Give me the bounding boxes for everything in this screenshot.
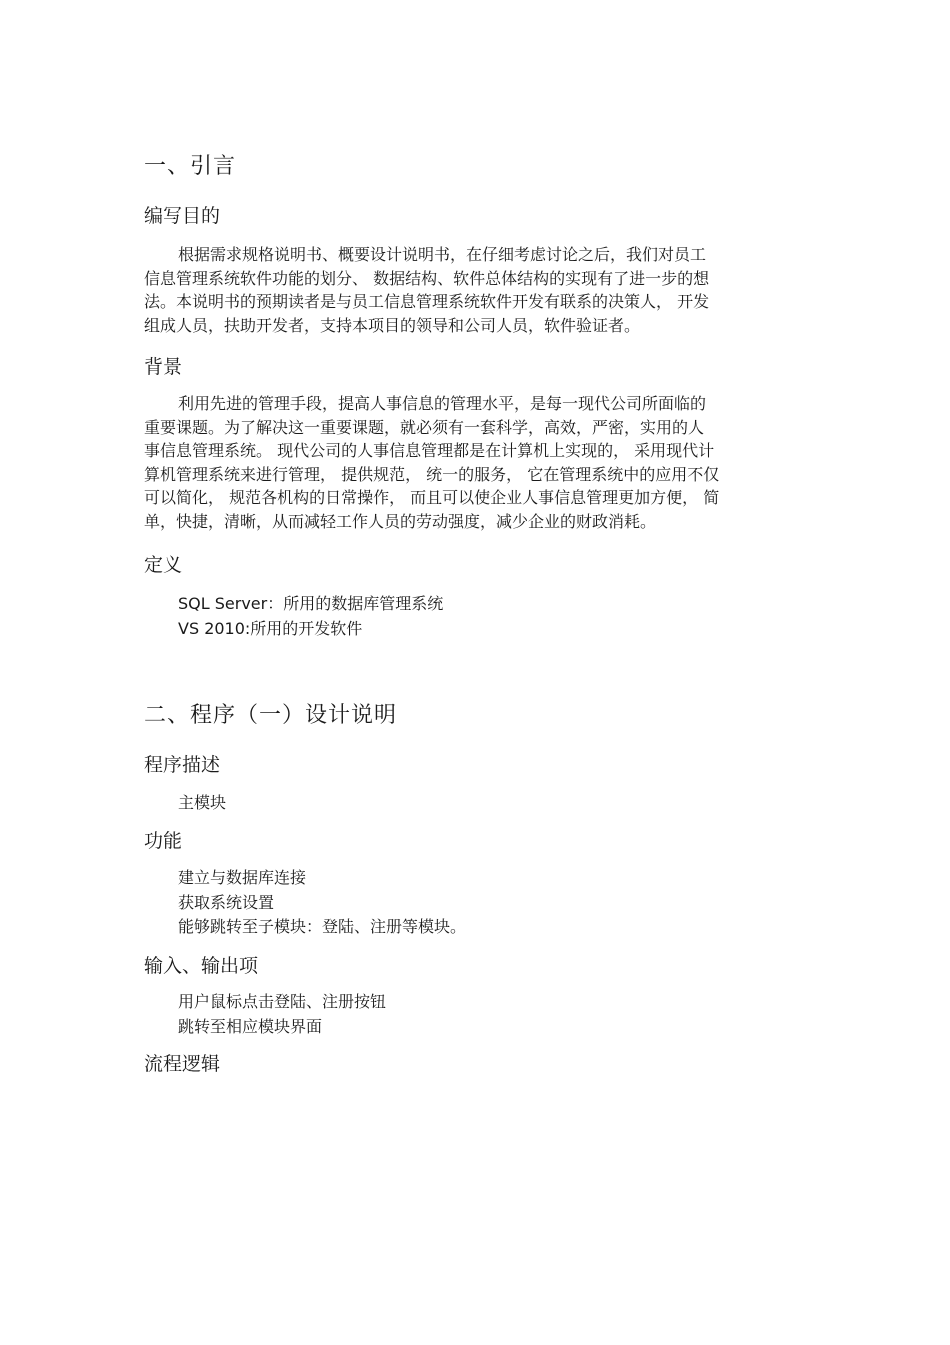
paragraph-line: 算机管理系统来进行管理， 提供规范， 统一的服务， 它在管理系统中的应用不仅 [144, 464, 720, 484]
subheading-purpose: 编写目的 [144, 205, 221, 227]
definitions-list [178, 592, 818, 641]
function-item: 能够跳转至子模块：登陆、注册等模块。 [178, 917, 467, 936]
functions-list [178, 866, 818, 940]
definition-item: SQL Server：所用的数据库管理系统 [178, 594, 444, 613]
program-description-list [178, 791, 818, 816]
subheading-definitions: 定义 [144, 554, 183, 576]
section-heading-program-design: 二、程序（一）设计说明 [144, 703, 398, 728]
paragraph-line: 单，快捷，清晰，从而减轻工作人员的劳动强度，减少企业的财政消耗。 [144, 511, 657, 531]
paragraph-line: 组成人员，扶助开发者，支持本项目的领导和公司人员，软件验证者。 [144, 315, 641, 335]
paragraph-line: 重要课题。为了解决这一重要课题，就必须有一套科学，高效，严密，实用的人 [144, 417, 705, 437]
description-item: 主模块 [178, 793, 227, 812]
paragraph-line: 信息管理系统软件功能的划分、 数据结构、软件总体结构的实现有了进一步的想 [144, 268, 710, 288]
paragraph-background [144, 392, 814, 533]
paragraph-line: 事信息管理系统。 现代公司的人事信息管理都是在计算机上实现的， 采用现代计 [144, 441, 715, 460]
paragraph-line: 法。本说明书的预期读者是与员工信息管理系统软件开发有联系的决策人， 开发 [144, 292, 710, 311]
paragraph-line: 可以简化， 规范各机构的日常操作， 而且可以使企业人事信息管理更加方便， 简 [144, 488, 720, 507]
section-heading-intro: 一、引言 [144, 154, 237, 179]
subheading-flow-logic: 流程逻辑 [144, 1053, 221, 1075]
input-output-list [178, 990, 818, 1039]
definition-item: VS 2010:所用的开发软件 [178, 618, 363, 638]
subheading-input-output: 输入、输出项 [144, 955, 259, 977]
subheading-functions: 功能 [144, 830, 183, 852]
io-item: 用户鼠标点击登陆、注册按钮 [178, 992, 387, 1011]
paragraph-purpose [144, 243, 814, 337]
io-item: 跳转至相应模块界面 [178, 1016, 323, 1036]
paragraph-line: 利用先进的管理手段，提高人事信息的管理水平，是每一现代公司所面临的 [178, 394, 707, 413]
subheading-program-description: 程序描述 [144, 754, 221, 776]
paragraph-line: 根据需求规格说明书、概要设计说明书，在仔细考虑讨论之后，我们对员工 [178, 245, 707, 264]
subheading-background: 背景 [144, 356, 183, 378]
function-item: 获取系统设置 [178, 892, 275, 912]
function-item: 建立与数据库连接 [178, 868, 307, 887]
